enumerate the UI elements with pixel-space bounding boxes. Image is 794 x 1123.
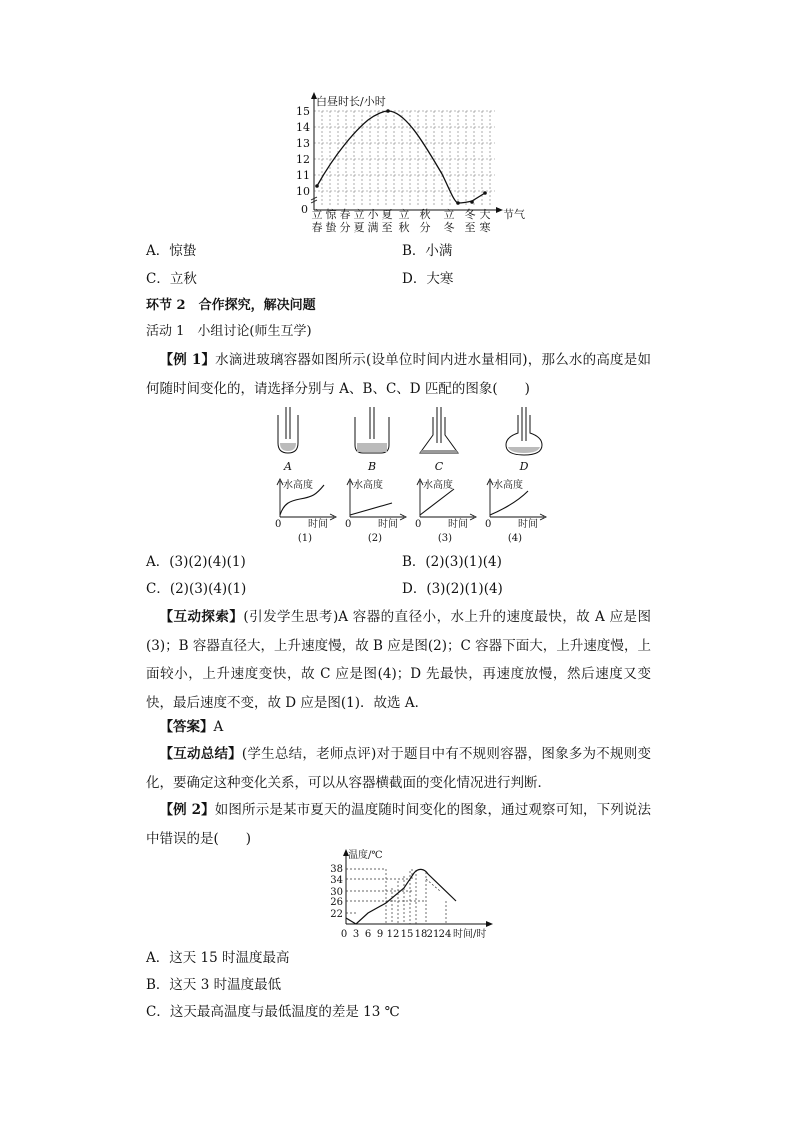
temp-x-tick: 9 bbox=[376, 929, 384, 940]
graph4-ylabel: 水高度 bbox=[493, 480, 523, 491]
ex1-explore bbox=[146, 603, 651, 717]
origin-label: 0 bbox=[301, 203, 308, 216]
container-label: C bbox=[434, 460, 444, 473]
example1-tag: 【例 1】 bbox=[159, 352, 216, 368]
example1-text: 水滴进玻璃容器如图所示(设单位时间内进水量相同)，那么水的高度是如何随时间变化的，请选择分别与 A、B、C、D 匹配的图象( ) bbox=[146, 352, 651, 397]
section-title: 环节 2 合作探究，解决问题 bbox=[146, 298, 316, 313]
graph1-origin: 0 bbox=[275, 519, 282, 530]
q0-option-b: B．小满 bbox=[402, 243, 453, 259]
x-tick-label: 夏 bbox=[353, 221, 365, 234]
x-tick-label: 大 bbox=[479, 208, 491, 221]
graph4-number: (4) bbox=[507, 533, 523, 544]
x-tick-label: 分 bbox=[419, 221, 431, 234]
temp-x-ticks bbox=[341, 929, 452, 940]
container-label: B bbox=[367, 460, 377, 473]
graph2-number: (2) bbox=[367, 533, 383, 544]
ex2-option-b: B．这天 3 时温度最低 bbox=[146, 977, 282, 993]
x-tick-label: 至 bbox=[464, 221, 476, 234]
graph3-number: (3) bbox=[437, 533, 453, 544]
x-tick-label: 至 bbox=[381, 221, 393, 234]
answer-value: A bbox=[213, 719, 224, 735]
ex2-option-a: A．这天 15 时温度最高 bbox=[146, 950, 290, 966]
x-tick-label: 立 bbox=[443, 208, 455, 221]
x-tick-label: 立 bbox=[353, 208, 365, 221]
daylight-curve bbox=[317, 111, 485, 203]
container-d bbox=[506, 407, 542, 455]
answer-tag: 【答案】 bbox=[159, 719, 214, 735]
temp-x-tick: 15 bbox=[400, 929, 414, 940]
containers-figure bbox=[270, 405, 560, 475]
graph3-line bbox=[420, 489, 454, 515]
x-tick-label: 秋 bbox=[419, 208, 431, 221]
ex1-option-d: D．(3)(2)(1)(4) bbox=[402, 581, 503, 597]
y-tick-labels bbox=[296, 105, 310, 198]
x-axis-label: 节气 bbox=[503, 208, 525, 221]
y-axis-label: 白昼时长/小时 bbox=[316, 95, 386, 108]
daylight-chart bbox=[296, 92, 566, 237]
x-axis-arrow bbox=[496, 207, 503, 213]
x-tick-label: 春 bbox=[311, 221, 323, 234]
x-tick-label: 寒 bbox=[479, 221, 491, 234]
x-tick-labels-top bbox=[312, 207, 491, 221]
example2-question bbox=[146, 796, 651, 853]
summary-text: (学生总结，老师点评)对于题目中有不规则容器，图象多为不规则变化，要确定这种变化关系，可以从容器横截面的变化情况进行判断． bbox=[146, 746, 651, 791]
temp-x-tick: 0 bbox=[340, 929, 348, 940]
explore-tag: 【互动探索】 bbox=[159, 609, 244, 625]
x-tick-label: 分 bbox=[339, 221, 351, 234]
temp-x-tick: 12 bbox=[386, 929, 400, 940]
container-labels bbox=[283, 460, 529, 473]
temp-y-tick: 34 bbox=[330, 875, 343, 886]
graph1-xlabel: 时间 bbox=[308, 519, 328, 530]
chart-grid bbox=[314, 111, 495, 207]
temp-y-tick: 26 bbox=[330, 897, 343, 908]
x-tick-label: 冬 bbox=[443, 221, 455, 234]
height-graphs bbox=[272, 475, 557, 545]
ex1-summary bbox=[146, 740, 651, 797]
temp-y-label: 温度/℃ bbox=[348, 850, 383, 861]
temp-y-tick: 22 bbox=[330, 909, 343, 920]
temp-y-tick: 30 bbox=[330, 887, 343, 898]
temp-x-label: 时间/时 bbox=[453, 929, 487, 940]
x-tick-label: 惊 bbox=[325, 208, 337, 221]
ex1-option-a: A．(3)(2)(4)(1) bbox=[146, 554, 246, 570]
example2-text: 如图所示是某市夏天的温度随时间变化的图象，通过观察可知，下列说法中错误的是( ) bbox=[146, 802, 652, 847]
temp-curve bbox=[346, 869, 456, 924]
ex1-option-c: C．(2)(3)(4)(1) bbox=[146, 581, 247, 597]
y-tick-label: 12 bbox=[296, 153, 310, 166]
container-c bbox=[420, 407, 458, 453]
temp-x-tick: 24 bbox=[438, 929, 452, 940]
q0-option-d: D．大寒 bbox=[402, 271, 454, 287]
graph2-line bbox=[350, 503, 392, 515]
example2-tag: 【例 2】 bbox=[159, 802, 215, 818]
x-tick-label: 立 bbox=[311, 208, 323, 221]
x-tick-label: 秋 bbox=[398, 221, 410, 234]
ex2-option-c: C．这天最高温度与最低温度的差是 13 ℃ bbox=[146, 1004, 400, 1020]
x-tick-label: 蛰 bbox=[325, 221, 337, 234]
graph3-origin: 0 bbox=[415, 519, 422, 530]
explore-text: (引发学生思考)A 容器的直径小，水上升的速度最快，故 A 应是图(3)；B 容器直径大，上升速度慢，故 B 应是图(2)；C 容器下面大，上升速度慢，上面较小，上升速度变快，故 C 应是图(4)；D 先最快，再速度放慢，然后速度又变快，最后速度不变，故 D 应是图(1)．故选 A． bbox=[146, 609, 652, 711]
graph2-origin: 0 bbox=[345, 519, 352, 530]
graph2-ylabel: 水高度 bbox=[353, 480, 383, 491]
activity-title: 活动 1 小组讨论(师生互学) bbox=[146, 324, 312, 339]
ex1-answer bbox=[146, 713, 651, 742]
x-tick-label: 冬 bbox=[464, 208, 476, 221]
graph1-number: (1) bbox=[297, 533, 313, 544]
graph2-xlabel: 时间 bbox=[378, 519, 398, 530]
x-tick-label: 小 bbox=[367, 208, 379, 221]
graph3-xlabel: 时间 bbox=[448, 519, 468, 530]
y-tick-label: 11 bbox=[296, 169, 310, 182]
q0-option-c: C．立秋 bbox=[146, 271, 197, 287]
graph3-ylabel: 水高度 bbox=[423, 480, 453, 491]
temp-y-tick: 38 bbox=[330, 864, 343, 875]
temp-x-tick: 18 bbox=[414, 929, 428, 940]
y-tick-label: 10 bbox=[296, 185, 310, 198]
temp-x-tick: 3 bbox=[352, 929, 360, 940]
q0-option-a: A．惊蛰 bbox=[146, 243, 197, 259]
container-label: A bbox=[284, 460, 292, 473]
graph4-origin: 0 bbox=[485, 519, 492, 530]
temp-x-tick: 6 bbox=[364, 929, 372, 940]
x-tick-label: 春 bbox=[339, 208, 351, 221]
container-b bbox=[355, 407, 389, 453]
example1-question bbox=[146, 346, 651, 403]
graph4-curve bbox=[490, 491, 528, 515]
y-tick-label: 14 bbox=[296, 121, 310, 134]
container-a bbox=[278, 407, 298, 453]
curve-points bbox=[315, 109, 487, 205]
graph1-ylabel: 水高度 bbox=[283, 480, 313, 491]
y-tick-label: 15 bbox=[296, 105, 310, 118]
x-tick-label: 立 bbox=[398, 208, 410, 221]
temp-x-tick: 21 bbox=[426, 929, 440, 940]
x-tick-label: 满 bbox=[367, 221, 379, 234]
x-tick-label: 夏 bbox=[381, 208, 393, 221]
ex1-option-b: B．(2)(3)(1)(4) bbox=[402, 554, 502, 570]
container-label: D bbox=[519, 460, 529, 473]
summary-tag: 【互动总结】 bbox=[159, 746, 242, 762]
y-tick-label: 13 bbox=[296, 137, 310, 150]
temperature-chart bbox=[328, 848, 498, 943]
temp-y-ticks bbox=[330, 864, 343, 920]
x-tick-labels-bottom bbox=[312, 220, 491, 234]
graph4-xlabel: 时间 bbox=[518, 519, 538, 530]
